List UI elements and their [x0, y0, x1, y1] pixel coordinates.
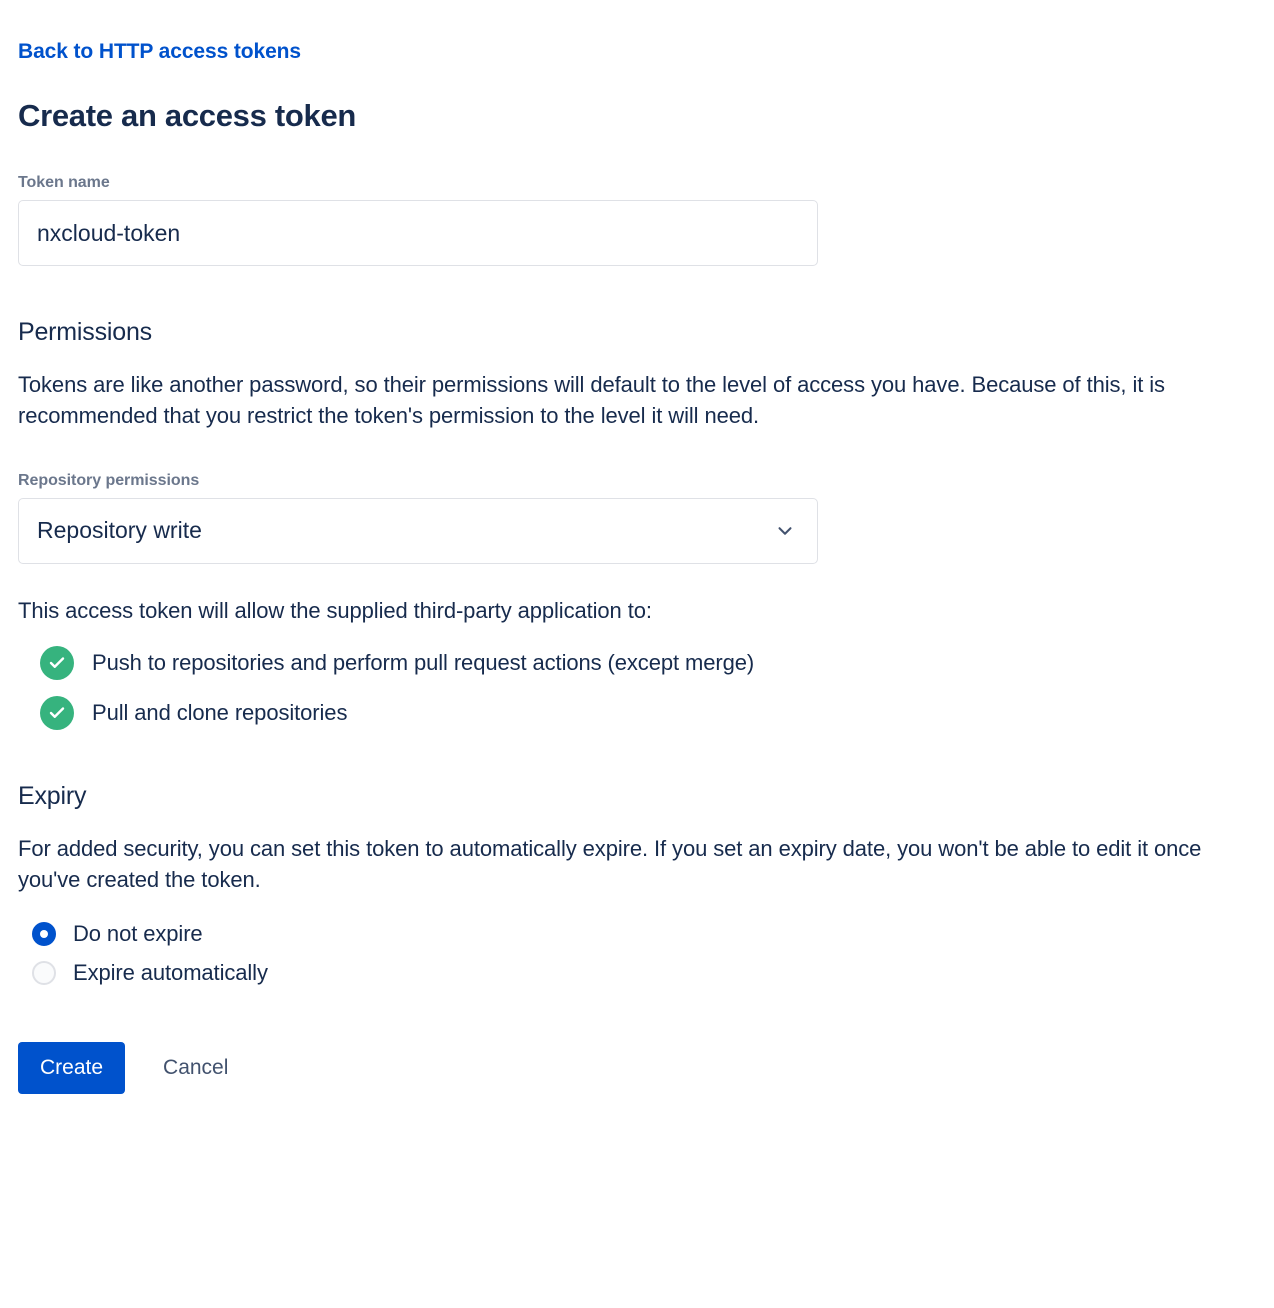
permissions-description: Tokens are like another password, so their permissions will default to the level of access you have. Because of this, it is recommended that you restrict the token's permission to the level it will need.: [18, 372, 1165, 429]
repository-permissions-select[interactable]: [18, 498, 818, 564]
radio-label: Do not expire: [73, 921, 203, 947]
expiry-heading: Expiry: [18, 781, 87, 810]
radio-indicator-selected[interactable]: [32, 922, 56, 946]
create-button[interactable]: Create: [18, 1042, 125, 1094]
radio-label: Expire automatically: [73, 960, 268, 986]
allowed-permission-label: Pull and clone repositories: [92, 699, 348, 725]
expiry-radio-group: [18, 921, 1256, 986]
permissions-heading: Permissions: [18, 318, 152, 347]
repository-permissions-label: Repository permissions: [18, 471, 200, 489]
allowed-permissions-list: [18, 646, 1256, 730]
check-circle-icon: [40, 696, 74, 730]
token-name-label: Token name: [18, 174, 110, 192]
page-title: Create an access token: [18, 98, 357, 133]
back-to-http-access-tokens-link[interactable]: Back to HTTP access tokens: [18, 40, 301, 63]
expiry-description: For added security, you can set this token to automatically expire. If you set an expiry date, you won't be able to edit it once you've created the token.: [18, 835, 1202, 892]
check-circle-icon: [40, 646, 74, 680]
allow-text: This access token will allow the supplied third-party application to:: [18, 597, 652, 623]
allowed-permission-label: Push to repositories and perform pull request actions (except merge): [92, 649, 755, 675]
repository-permissions-select-value[interactable]: Repository write: [18, 498, 818, 564]
token-name-input[interactable]: [18, 200, 818, 266]
form-actions: [18, 1042, 1256, 1094]
radio-indicator[interactable]: [32, 961, 56, 985]
radio-expire-automatically[interactable]: [18, 960, 1256, 986]
list-item: [18, 646, 1256, 680]
cancel-button[interactable]: Cancel: [147, 1042, 244, 1094]
list-item: [18, 696, 1256, 730]
radio-do-not-expire[interactable]: [18, 921, 1256, 947]
